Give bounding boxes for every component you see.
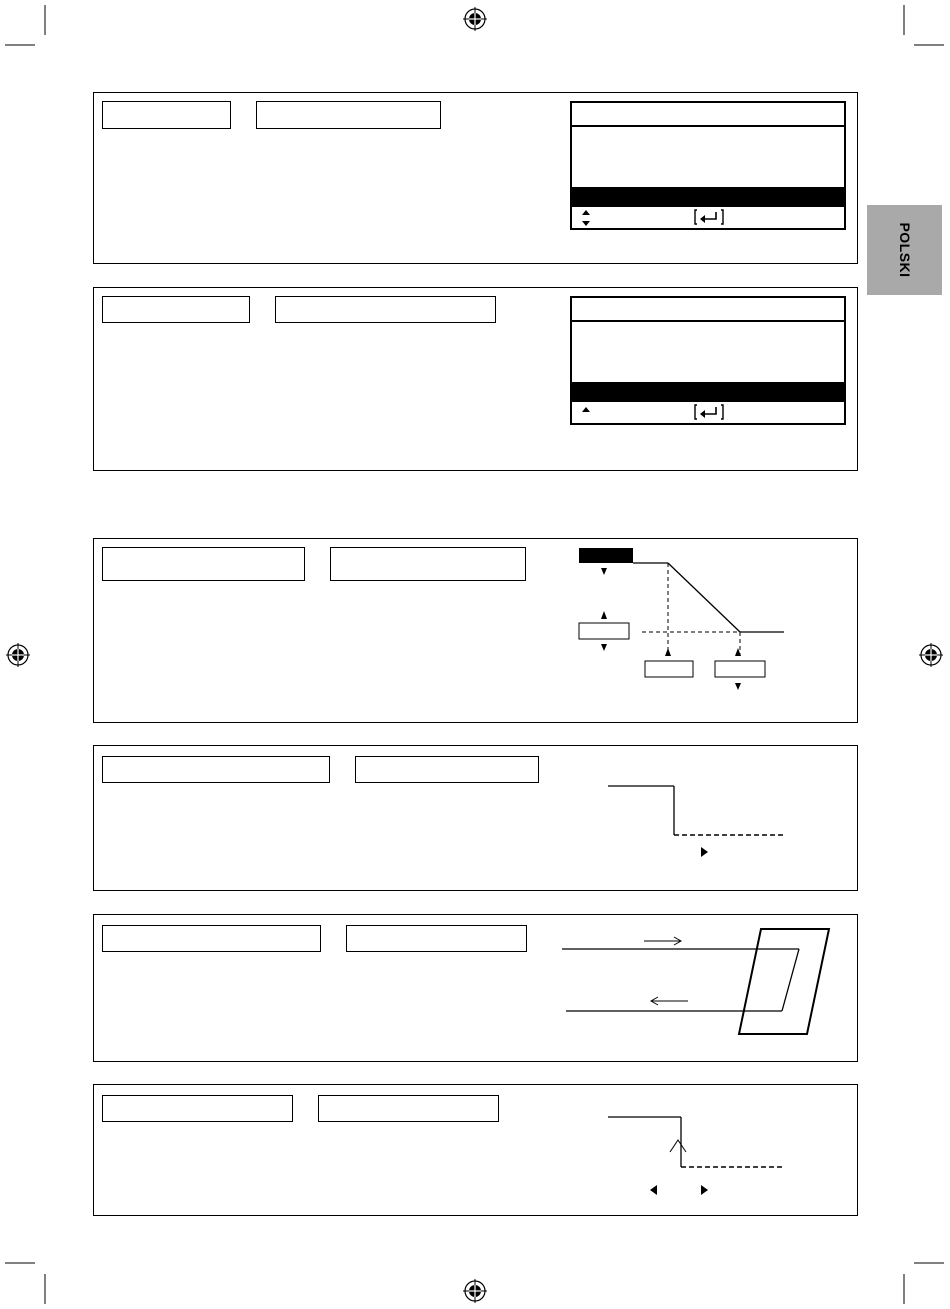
parameter-code-box <box>102 296 250 323</box>
ramp-diagram <box>574 539 834 719</box>
panel-1 <box>93 92 858 264</box>
lcd-display <box>570 101 846 230</box>
up-arrow-icon <box>580 406 592 416</box>
step-down-diagram <box>594 766 794 886</box>
step-down-diagram-2 <box>594 1095 794 1215</box>
parameter-name-box <box>330 547 526 581</box>
language-tab <box>867 205 942 295</box>
panel-5 <box>93 914 858 1062</box>
lcd-display <box>570 296 846 425</box>
parameter-code-box <box>102 925 321 952</box>
level-value-box <box>579 623 629 639</box>
panel-2 <box>93 287 858 471</box>
down-arrow-icon <box>735 683 741 690</box>
registration-target-icon <box>6 643 30 667</box>
lcd-selected-row <box>572 382 844 402</box>
parameter-code-box <box>102 101 231 129</box>
lcd-footer <box>572 402 844 424</box>
up-arrow-icon <box>665 648 671 656</box>
registration-target-icon <box>463 1279 487 1303</box>
right-arrow-icon <box>701 847 708 857</box>
up-arrow-icon <box>601 611 607 619</box>
panel-6 <box>93 1084 858 1216</box>
parameter-code-box <box>102 547 305 581</box>
down-arrow-icon <box>601 568 607 575</box>
lcd-selected-row <box>572 187 844 207</box>
time-value-box-2 <box>715 661 765 677</box>
parameter-code-box <box>102 1095 293 1122</box>
parameter-name-box <box>346 925 527 952</box>
panel-4 <box>93 745 858 891</box>
registration-target-icon <box>463 7 487 31</box>
lcd-title-bar <box>572 103 844 127</box>
hysteresis-diagram <box>554 915 854 1055</box>
panel-3 <box>93 538 858 723</box>
parameter-name-box <box>275 296 496 323</box>
enter-key-icon <box>694 208 724 226</box>
language-tab-label: POLSKI <box>896 222 913 278</box>
registration-target-icon <box>919 643 943 667</box>
parameter-name-box <box>256 101 441 129</box>
lcd-footer <box>572 207 844 229</box>
down-arrow-icon <box>601 644 607 651</box>
left-arrow-icon <box>650 1185 657 1195</box>
parameter-name-box <box>355 756 539 783</box>
time-value-box-1 <box>645 661 693 677</box>
up-down-arrows-icon <box>580 209 592 227</box>
start-value-box <box>579 548 633 563</box>
parameter-name-box <box>318 1095 499 1122</box>
enter-key-icon <box>694 403 724 421</box>
right-arrow-icon <box>701 1185 708 1195</box>
parameter-code-box <box>102 756 330 783</box>
lcd-title-bar <box>572 298 844 322</box>
